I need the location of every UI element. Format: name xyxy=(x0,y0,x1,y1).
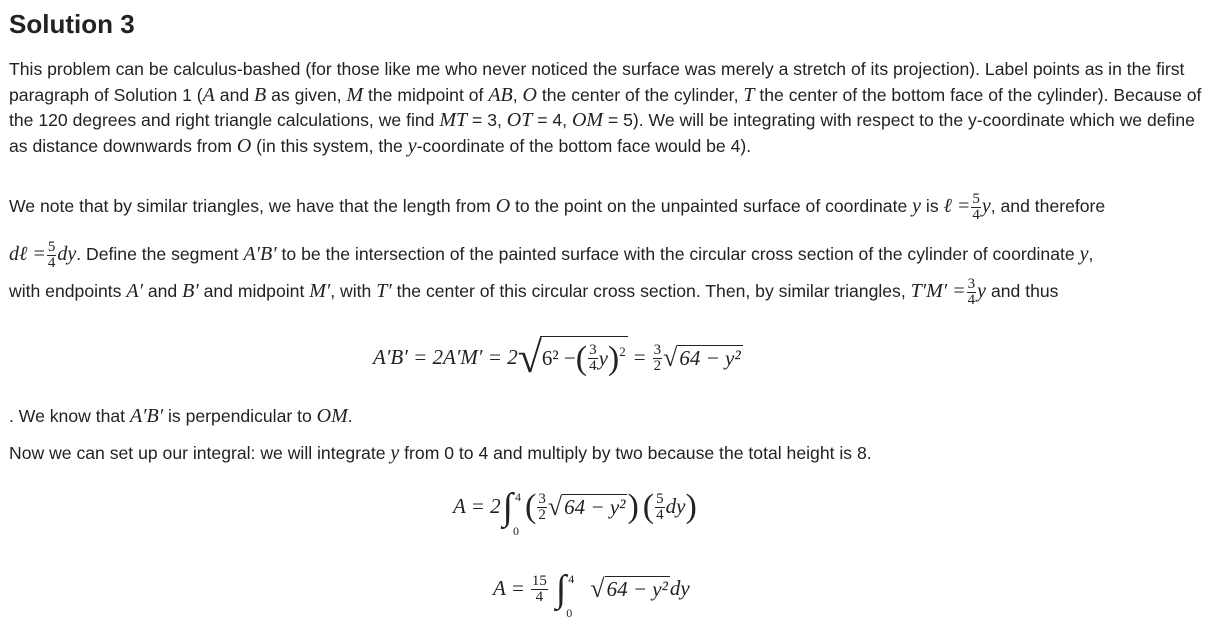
fraction-3-4: $\frac{3}{4}$ xyxy=(967,275,976,308)
square-root: √ 64 − y² xyxy=(547,491,626,521)
fraction-3-4: $\frac{3}{4}$ xyxy=(589,342,597,374)
paragraph-4: . We know that A′B′ is perpendicular to OM. xyxy=(9,405,353,427)
paragraph-1: This problem can be calculus-bashed (for those like me who never noticed the surface was merely a stretch of its projection). Label points as in the first paragraph of Solution 1 (A and B as given, M the midpoint of AB, O the center of the cylinder, T the center of the bottom face of the cylinder). Because of the 120 degrees and right triangle calculations, we find MT = 3, OT = 4, OM = 5). We will be integrating with respect to the y-coordinate which we define as distance downwards from O (in this system, the y-coordinate of the bottom face would be 4). xyxy=(9,59,1202,157)
fraction-3-2: $\frac{3}{2}$ xyxy=(653,341,662,374)
equation-integral-setup: A = 2 ∫ 4 0 ( $\frac{3}{2}$ √ 64 − y² ) ( $\frac{5}{4}$ dy ) xyxy=(453,486,697,538)
paragraph-5: Now we can set up our integral: we will integrate y from 0 to 4 and multiply by two because the total height is 8. xyxy=(9,442,872,464)
equation-segment-length: A′B′ = 2A′M′ = 2 √ 6² − ( $\frac{3}{4}$ y ) $^2$ = $\frac{3}{2}$ √ 64 − y² xyxy=(373,333,741,382)
paragraph-3: with endpoints A′ and B′ and midpoint M′, with T′ the center of this circular cross section. Then, by similar triangles, T′M′ = $\frac{3}{4}$ y and thus xyxy=(9,275,1059,308)
fraction-15-4: $\frac{15}{4}$ xyxy=(531,572,547,605)
square-root: √ 6² − ( $\frac{3}{4}$ y ) $^2$ xyxy=(517,333,626,382)
fraction-3-2: $\frac{3}{2}$ xyxy=(538,490,546,523)
fraction-5-4: $\frac{5}{4}$ xyxy=(972,190,980,223)
square-root: √ 64 − y² xyxy=(590,573,668,603)
paragraph-2: We note that by similar triangles, we have that the length from O to the point on the unpainted surface of coordinate y is ℓ = $\frac{5}{4}$ y, and therefore dℓ = $\frac{5}{4}$ dy. Define the segment A′B′ to be the intersection of the painted surface with the circular cross section of the cylinder of coordinate y, xyxy=(9,190,1106,271)
solution-heading: Solution 3 xyxy=(9,9,135,39)
fraction-5-4: $\frac{5}{4}$ xyxy=(47,238,56,271)
equation-integral-simplified: A = $\frac{15}{4}$ ∫ 4 0 √ 64 − y² dy xyxy=(493,568,690,620)
fraction-5-4: $\frac{5}{4}$ xyxy=(656,490,664,523)
square-root: √ 64 − y² xyxy=(663,342,741,372)
